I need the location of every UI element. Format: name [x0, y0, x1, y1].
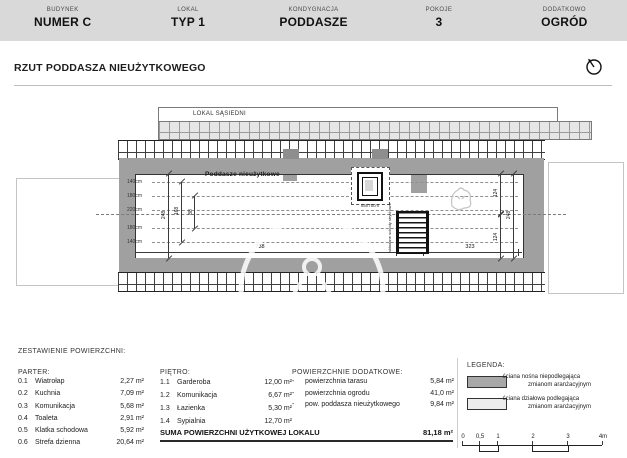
- row-bullet: -: [292, 389, 295, 397]
- row-value: 12,70 m²: [264, 418, 292, 425]
- area-row: [160, 376, 292, 389]
- total-area-value: 81,18 m²: [422, 428, 453, 437]
- room-label: Poddasze nieużytkowe: [205, 171, 280, 178]
- header-value: PODDASZE: [279, 15, 348, 29]
- header-label: BUDYNEK: [46, 7, 79, 13]
- page-title: RZUT PODDASZA NIEUŻYTKOWEGO: [14, 62, 206, 74]
- header-value: OGRÓD: [541, 15, 588, 29]
- dim-line: [194, 196, 195, 228]
- summary-title: ZESTAWIENIE POWIERZCHNI:: [18, 348, 126, 355]
- legend-item-line1: - ściana nośna niepodlegająca: [499, 374, 581, 380]
- row-value: 6,67 m²: [268, 392, 292, 399]
- area-row: [18, 425, 144, 437]
- area-row: [18, 413, 144, 425]
- row-name: Kuchnia: [35, 390, 61, 398]
- area-row: [18, 376, 144, 388]
- title-divider: [14, 85, 612, 86]
- height-line: [152, 182, 518, 183]
- scale-segment: [479, 445, 499, 452]
- area-row: [160, 402, 292, 415]
- header-label: KONDYGNACJA: [288, 7, 339, 13]
- building-left-wall: [119, 174, 135, 259]
- dim-line: [181, 182, 182, 242]
- row-value: 2,91 m²: [120, 414, 144, 422]
- wall-stub: [283, 175, 297, 181]
- height-line-label: 180cm: [127, 193, 143, 199]
- wall-tab: [372, 149, 388, 159]
- parter-column: [18, 369, 144, 450]
- row-name: powierzchnia tarasu: [305, 378, 368, 385]
- row-name: Toaleta: [35, 414, 58, 422]
- neighbor-wall-hatch: [158, 121, 592, 140]
- height-line-label: 140cm: [127, 179, 143, 185]
- dim-tick: [518, 249, 519, 256]
- row-no: 0.2: [18, 390, 28, 398]
- height-line-label: 220cm: [127, 207, 143, 213]
- header-cell-kondygnacja: [251, 0, 376, 41]
- legend-title: LEGENDA:: [467, 362, 505, 369]
- area-row: [292, 399, 454, 411]
- row-bullet: -: [292, 401, 295, 408]
- row-no: 0.5: [18, 427, 28, 435]
- row-name: Sypialnia: [177, 418, 206, 425]
- area-row: [18, 401, 144, 413]
- total-area-row: [160, 428, 453, 442]
- header-bar: [0, 0, 627, 41]
- row-value: 7,09 m²: [120, 390, 144, 398]
- parter-title: PARTER:: [18, 369, 50, 376]
- header-value: TYP 1: [171, 15, 206, 29]
- dim-label: 248: [161, 210, 168, 220]
- header-label: POKOJE: [425, 7, 453, 13]
- row-no: 1.1: [160, 379, 170, 386]
- area-row: [292, 388, 454, 400]
- dim-label: 124: [493, 232, 500, 242]
- building-top-wall: [119, 158, 544, 175]
- dim-label: 168: [174, 206, 181, 216]
- dim-line: [513, 174, 514, 258]
- area-row: [292, 376, 454, 388]
- row-name: Komunikacja: [177, 392, 218, 399]
- scale-tick-label: 2: [531, 434, 535, 440]
- wall-tab: [283, 149, 299, 159]
- area-row: [160, 389, 292, 402]
- row-value: 2,27 m²: [120, 378, 144, 385]
- pietro-column: [160, 369, 292, 428]
- header-cell-budynek: [0, 0, 125, 41]
- row-no: 0.4: [18, 414, 28, 422]
- scale-tick: [462, 441, 463, 445]
- scale-segment: [532, 445, 569, 452]
- skylight-label: 55x75cm: [360, 203, 380, 208]
- watermark-logo: [232, 212, 392, 362]
- row-value: 41,0 m²: [430, 389, 454, 397]
- row-name: Garderoba: [177, 379, 211, 386]
- header-label: DODATKOWO: [542, 7, 586, 13]
- dim-label: 124: [493, 188, 500, 198]
- row-no: 1.3: [160, 405, 170, 412]
- row-name: powierzchnia ogrodu: [305, 389, 370, 397]
- area-row: [18, 388, 144, 400]
- row-no: 0.6: [18, 439, 28, 447]
- scale-tick-label: 3: [566, 434, 570, 440]
- dodatkowe-column: [292, 369, 454, 411]
- attic-ladder: [396, 211, 429, 254]
- building-top-wall-hatch: [118, 140, 545, 160]
- header-value: 3: [435, 15, 443, 29]
- dim-tick: [135, 249, 136, 256]
- row-no: 0.3: [18, 402, 28, 410]
- row-name: Strefa dzienna: [35, 439, 81, 447]
- adjacent-outline-left: [16, 178, 124, 286]
- dim-label: 738: [255, 244, 265, 250]
- row-value: 9,84 m²: [430, 401, 454, 408]
- legend-item: [499, 374, 619, 389]
- area-row: [160, 415, 292, 428]
- header-label: LOKAL: [177, 7, 199, 13]
- row-no: 1.4: [160, 418, 170, 425]
- legend-item-line1: - ściana działowa podlegająca: [499, 396, 580, 402]
- row-value: 5,30 m²: [268, 405, 292, 412]
- row-name: Klatka schodowa: [35, 427, 88, 435]
- dim-label: 88: [187, 209, 194, 215]
- wall-pier: [411, 175, 427, 193]
- dim-label: 323: [465, 244, 475, 250]
- pietro-title: PIĘTRO:: [160, 369, 191, 376]
- dodatkowe-title: POWIERZCHNIE DODATKOWE:: [292, 369, 403, 376]
- row-name: Wiatrołap: [35, 378, 65, 385]
- row-no: 1.2: [160, 392, 170, 399]
- row-value: 12,00 m²: [264, 379, 292, 386]
- neighbor-unit-label: LOKAL SĄSIEDNI: [158, 107, 558, 123]
- north-arrow-icon: [584, 56, 604, 76]
- row-value: 5,92 m²: [120, 427, 144, 435]
- row-bullet: -: [292, 378, 295, 385]
- height-line-label: 180cm: [127, 225, 143, 231]
- row-no: 0.1: [18, 378, 28, 385]
- header-value: NUMER C: [34, 15, 92, 29]
- row-value: 5,68 m²: [120, 402, 144, 410]
- area-row: [18, 437, 144, 449]
- scale-tick-label: 1: [496, 434, 500, 440]
- row-name: pow. poddasza nieużytkowego: [305, 401, 400, 408]
- sketch-decoration: [446, 184, 476, 214]
- header-cell-lokal: [125, 0, 250, 41]
- legend-item-line2: zmianom aranżacyjnym: [528, 403, 592, 410]
- row-name: Łazienka: [177, 405, 206, 412]
- height-line-label: 140cm: [127, 239, 143, 245]
- dim-line: [168, 174, 169, 258]
- dim-line: [500, 174, 501, 214]
- adjacent-outline-right: [548, 162, 624, 294]
- attic-ladder-label: składane schody strychowe: [387, 203, 392, 252]
- scale-tick-label: 0: [461, 434, 465, 440]
- row-value: 5,84 m²: [430, 378, 454, 385]
- row-value: 20,64 m²: [116, 439, 144, 447]
- scale-tick-label: 4m: [598, 434, 608, 440]
- legend-item: [499, 396, 619, 411]
- building-right-wall: [522, 174, 544, 259]
- header-cell-dodatkowo: [502, 0, 627, 41]
- dim-label: 248: [506, 210, 513, 220]
- legend-item-line2: zmianom aranżacyjnym: [528, 381, 592, 388]
- scale-tick: [602, 441, 603, 445]
- skylight-glass: [365, 180, 373, 191]
- scale-tick-label: 0,5: [475, 434, 485, 440]
- total-area-label: SUMA POWIERZCHNI UŻYTKOWEJ LOKALU: [160, 428, 320, 437]
- header-cell-pokoje: [376, 0, 501, 41]
- row-name: Komunikacja: [35, 402, 76, 410]
